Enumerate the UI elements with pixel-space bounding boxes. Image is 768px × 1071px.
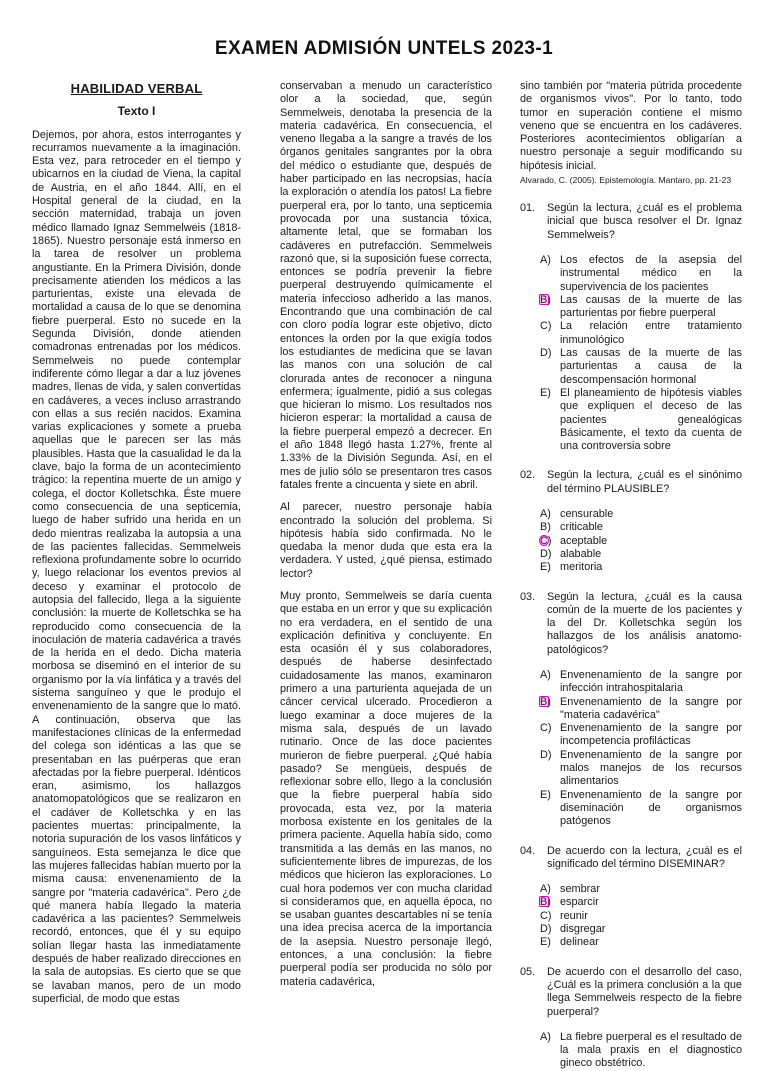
option-letter-text: E) [540, 386, 551, 399]
option-text: Envenenamiento de la sangre por diseminación de organismos patógenos [560, 788, 742, 828]
option-text: reunir [560, 909, 588, 922]
option-letter [540, 749, 556, 762]
option-letter [540, 1031, 556, 1044]
option-letter [540, 883, 556, 896]
option-letter [540, 910, 556, 923]
answer-option[interactable] [540, 347, 742, 387]
option-letter-text: D) [540, 347, 552, 360]
answer-option[interactable] [540, 883, 742, 896]
question-stem [520, 469, 742, 496]
question-number: 04. [520, 844, 536, 857]
option-letter-text: D) [540, 748, 552, 761]
page-title: EXAMEN ADMISIÓN UNTELS 2023-1 [214, 38, 554, 59]
option-letter-text: A) [540, 253, 551, 266]
option-letter [540, 521, 556, 534]
option-letter-text: A) [540, 508, 551, 521]
question-item [520, 966, 742, 1071]
selected-answer-highlight [539, 896, 549, 907]
option-text: criticable [560, 521, 603, 534]
option-text: Las causas de la muerte de las parturientas a causa de la descompensación hormonal [560, 347, 742, 386]
question-text: De acuerdo con el desarrollo del caso, ¿Cuál es la primera conclusión a la que llega Semmelweis respecto de la fiebre puerperal? [547, 965, 742, 1018]
option-letter [540, 936, 556, 949]
option-list [540, 883, 742, 949]
reading-paragraph: Dejemos, por ahora, estos interrogantes y recurramos nuevamente a la imaginación. Esta vez, para retroceder en el tiempo y ubicarnos en la ciudad de Viena, la capital de Austria, en el año 1844. Allí, en el Hospital general de la ciudad, en la sección maternidad, trabaja un joven médico llamado Ignaz Semmelweis (1818-1865). Nuestro personaje está inmerso en la tarea de resolver un problema angustiante. En la Primera División, donde precisamente atienden los médicos a las parturientas, existe una elevada de mortalidad a causa de lo que se denomina fiebre puerperal. Esto no sucede en la Segunda División, donde atienden comadronas entrenadas por los médicos. Semmelweis no puede contemplar indiferente cómo llegar a dar a luz jóvenes madres, llenas de vida, y salen convertidas en cadáveres, a veces incluso arrastrando con ellas a sus recién nacidos. Examina varias explicaciones y somete a prueba aquellas que le parecen ser las más plausibles. Hasta que la casualidad le da la clave, bajo la forma de un acontecimiento trágico: la repentina muerte de un amigo y colega, el doctor Kolletschka. Éste muere como consecuencia de una septicemia, luego de haber sufrido una herida en un dedo mientras realizaba la autopsia a una de las pacientes fallecidas. Semmelweis reflexiona profundamente sobre lo ocurrido y, luego relacionar los eventos previos al deceso y examinar el protocolo de autopsia del fallecido, llega a la siguiente conclusión: la muerte de Kolletschka se ha reproducido como consecuencia de la inoculación de materia cadavérica a través de la herida en el dedo. Dicha materia morbosa se diseminó en el interior de su organismo por la vía linfática y a través del sistema sanguíneo y que le produjo el envenenamiento de la sangre que lo mató. A continuación, observa que las manifestaciones clínicas de la enfermedad del colega son idénticas a las que se presentaban en las puérperas que eran afectadas por la fiebre puerperal. Idénticos eran, asimismo, los hallazgos anatomopatológicos que se realizaron en el cadáver de Kolletschka y en las pacientes muertas: principalmente, la notoria supuración de los vasos linfáticos y sanguíneos. Esta semejanza le dice que las mujeres fallecidas habían muerto por la misma causa: envenenamiento de la sangre por "materia cadavérica". Pero ¿de qué manera había llegado la materia cadavérica a las pacientes? Semmelweis recordó, entonces, que él y su equipo solían llegar hasta las inmediatamente después de haber realizado direcciones en la sala de autopsias. Es cierto que se que se lavaban manos, pero de un modo superficial, de modo que estas [32, 128, 241, 1005]
question-stem [520, 202, 742, 242]
answer-option[interactable] [540, 294, 742, 321]
option-letter [540, 696, 556, 709]
option-letter-text: E) [540, 561, 551, 574]
question-text: Según la lectura, ¿cuál es el sinónimo del término PLAUSIBLE? [547, 469, 742, 495]
option-text: Envenenamiento de la sangre por infección intrahospitalaria [560, 668, 742, 695]
option-letter-text: C) [540, 722, 552, 735]
option-list [540, 508, 742, 574]
option-letter-text: B) [540, 695, 551, 708]
question-stem [520, 591, 742, 657]
option-text: Las causas de la muerte de las parturientas por fiebre puerperal [560, 293, 742, 320]
option-letter [540, 669, 556, 682]
option-letter [540, 254, 556, 267]
option-letter [540, 535, 556, 548]
option-text: El planeamiento de hipótesis viables que expliquen el deceso de las pacientes genealógicas Básicamente, el texto da cuenta de una controversia sobre [560, 386, 742, 453]
option-text: meritoria [560, 561, 603, 574]
answer-option[interactable] [540, 936, 742, 949]
option-letter-text: C) [540, 534, 552, 547]
reading-paragraph: Muy pronto, Semmelweis se daría cuenta que estaba en un error y que su explicación no era verdadera, en el sentido de una explicación definitiva y concluyente. En esta ocasión él y sus colaboradores, después de haberse desinfectado cuidadosamente las manos, examinaron primero a una parturienta aquejada de un cáncer cervical ulcerado. Procedieron a luego examinar a doce mujeres de la misma sala, después de un lavado rutinario. Once de las doce pacientes murieron de fiebre puerperal. ¿Qué había pasado? Se mengüeis, después de reflexionar sobre ello, llego a la conclusión que la fiebre puerperal había sido provocada, esta vez, por la materia morbosa existente en los genitales de la primera paciente. Aquella había sido, como transmitida a las demás en las manos, no suficientemente libres de impurezas, de los médicos que hicieron las exploraciones. Lo cual hora podemos ver con mucha claridad si consideramos que, en aquella época, no se usaban guantes descartables ni se tenía una idea precisa acerca de la importancia de la asepsia. Nuestro personaje llegó, entonces, a una conclusión: la fiebre puerperal podía ser producida no sólo por materia cadavérica, [280, 589, 492, 988]
answer-option[interactable] [540, 387, 742, 453]
question-stem [520, 845, 742, 872]
answer-option[interactable] [540, 508, 742, 521]
option-text: censurable [560, 508, 614, 521]
answer-option[interactable] [540, 749, 742, 789]
option-letter [540, 722, 556, 735]
option-text: Envenenamiento de la sangre por incompetencia profilácticas [560, 722, 742, 748]
option-letter [540, 789, 556, 802]
option-letter-text: C) [540, 320, 552, 333]
option-letter-text: B) [540, 293, 551, 306]
answer-option[interactable] [540, 896, 742, 909]
option-letter [540, 896, 556, 909]
answer-option[interactable] [540, 320, 742, 347]
option-letter [540, 548, 556, 561]
option-list [540, 254, 742, 453]
column-left [32, 82, 241, 1006]
option-letter-text: E) [540, 788, 551, 801]
question-stem [520, 966, 742, 1019]
option-text: Los efectos de la asepsia del instrumental médico en la supervivencia de los pacientes [560, 253, 742, 293]
text-title: Texto I [117, 104, 156, 119]
option-letter-text: A) [540, 668, 551, 681]
option-text: La fiebre puerperal es el resultado de la mala praxis en el diagnostico gineco obstétrico. [560, 1030, 742, 1070]
option-letter [540, 347, 556, 360]
option-letter-text: D) [540, 923, 552, 936]
option-text: La relación entre tratamiento inmunológico [560, 320, 742, 346]
reading-paragraph: Al parecer, nuestro personaje había encontrado la solución del problema. Si hipótesis había sido confirmada. No le quedaba la menor duda que esta era la verdadera. Y usted, ¿qué piensa, estimado lector? [280, 501, 492, 580]
option-letter [540, 294, 556, 307]
answer-option[interactable] [540, 521, 742, 534]
answer-option[interactable] [540, 561, 742, 574]
question-item [520, 591, 742, 829]
option-letter [540, 320, 556, 333]
source-citation: Alvarado, C. (2005). Epistemología. Mantaro, pp. 21-23 [520, 175, 732, 186]
reading-paragraph: conservaban a menudo un característico olor a la sociedad, que, según Semmelweis, denotaba la presencia de la materia cadavérica. En consecuencia, el veneno llegaba a la sangre a través de los órganos genitales sangrantes por la obra del médico o estudiante que, después de haber participado en las necropsias, hacía la exploración o atendía los patos! La fiebre puerperal era, por lo tanto, una septicemia provocada por una sustancia tóxica, altamente letal, que se formaban los cadáveres en putrefacción. Semmelweis razonó que, si la suposición fuese correcta, entonces se podría prevenir la fiebre puerperal destruyendo químicamente el materia infeccioso adherido a las manos. Encontrando que una combinación de cal con cloro podía lograr este objetivo, dicto entonces la orden por la que exigía todos los estudiantes de medicina que se lavan las manos con una solución de cal clorurada antes de reconocer a ninguna enfermera; igualmente, pidió a sus colegas que hicieran lo mismo. Los resultados nos hicieron esperar: la mortalidad a causa de la fiebre puerperal empezó a decrecer. En el año 1848 llegó hasta 1.27%, frente al 1.33% de la División Segunda. Así, en el mes de julio sólo se presentaron tres casos fatales frente a cincuenta y siete en abril. [280, 80, 492, 491]
answer-option[interactable] [540, 548, 742, 561]
selected-answer-highlight [539, 696, 549, 707]
question-text: Según la lectura, ¿cuál es el problema inicial que busca resolver el Dr. Ignaz Semmelweis? [547, 202, 742, 241]
answer-option[interactable] [540, 696, 742, 723]
option-letter [540, 387, 556, 400]
answer-option[interactable] [540, 669, 742, 696]
section-title: HABILIDAD VERBAL [70, 81, 203, 96]
question-item [520, 202, 742, 453]
option-text: Envenenamiento de la sangre por "materia cadavérica" [560, 695, 742, 721]
option-list [540, 1031, 742, 1071]
option-text: esparcir [560, 896, 599, 909]
option-letter-text: C) [540, 909, 552, 922]
question-text: De acuerdo con la lectura, ¿cuál es el significado del término DISEMINAR? [547, 844, 742, 870]
question-item [520, 469, 742, 574]
option-letter-text: A) [540, 883, 551, 896]
question-number: 03. [520, 590, 536, 603]
answer-option[interactable] [540, 910, 742, 923]
option-text: delinear [560, 936, 599, 949]
option-text: Envenenamiento de la sangre por malos manejos de los recursos alimentarios [560, 748, 742, 788]
option-letter-text: B) [540, 896, 551, 909]
option-list [540, 669, 742, 829]
answer-option[interactable] [540, 535, 742, 548]
option-letter-text: D) [540, 547, 552, 560]
option-text: disgregar [560, 923, 606, 936]
option-letter [540, 923, 556, 936]
answer-option[interactable] [540, 923, 742, 936]
option-text: alabable [560, 547, 602, 560]
question-text: Según la lectura, ¿cuál es la causa común de la muerte de los pacientes y la del Dr. Kolletschka según los hallazgos de los análisis anatomo-patológicos? [547, 590, 742, 656]
answer-option[interactable] [540, 722, 742, 749]
reading-paragraph: sino también por "materia pútrida procedente de organismos vivos". Por lo tanto, todo tumor en superación contiene el mismo veneno que se encuentra en los cadáveres. Posteriores acontecimientos obligarían a nuestro personaje a seguir modificando su hipótesis inicial. [520, 80, 742, 172]
option-text: sembrar [560, 883, 600, 896]
option-letter-text: E) [540, 936, 551, 949]
question-list [520, 202, 742, 1071]
column-right [520, 80, 742, 1071]
column-middle [280, 80, 492, 989]
selected-answer-highlight [539, 294, 549, 305]
question-item [520, 845, 742, 950]
option-text: aceptable [560, 534, 608, 547]
question-number: 01. [520, 202, 536, 215]
option-letter-text: B) [540, 521, 551, 534]
option-letter [540, 508, 556, 521]
selected-answer-highlight [539, 535, 549, 546]
option-letter-text: A) [540, 1030, 551, 1043]
option-letter [540, 561, 556, 574]
answer-option[interactable] [540, 1031, 742, 1071]
question-number: 02. [520, 469, 536, 482]
answer-option[interactable] [540, 789, 742, 829]
question-number: 05. [520, 965, 536, 978]
answer-option[interactable] [540, 254, 742, 294]
